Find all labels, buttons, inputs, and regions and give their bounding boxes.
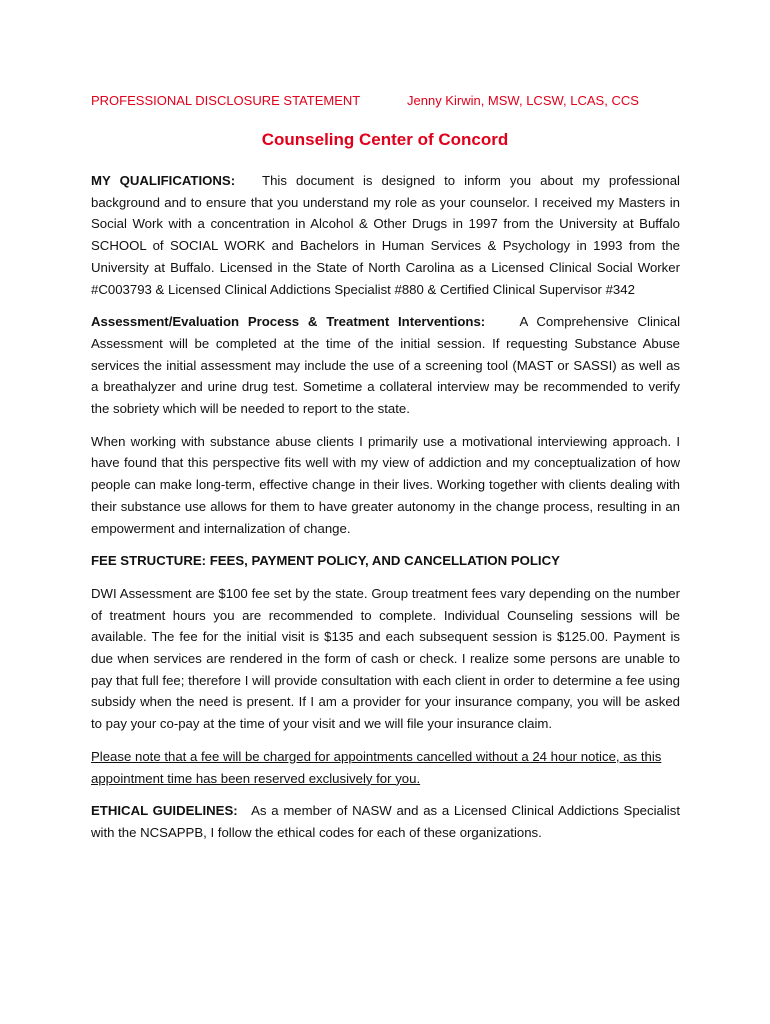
- document-type-label: PROFESSIONAL DISCLOSURE STATEMENT: [91, 93, 361, 108]
- assessment-paragraph: [91, 311, 680, 420]
- qualifications-text: This document is designed to inform you about my professional background and to ensure that you understand my role as your counselor. I received my Masters in Social Work with a concentration in Alcohol & Other Drugs in 1997 from the University at Buffalo SCHOOL of SOCIAL WORK and Bachelors in Human Services & Psychology in 1993 from the University at Buffalo. Licensed in the State of North Carolina as a Licensed Clinical Social Worker #C003793 & Licensed Clinical Addictions Specialist #880 & Certified Clinical Supervisor #342: [91, 173, 680, 297]
- cancellation-paragraph: [91, 746, 680, 789]
- substance-abuse-text: When working with substance abuse clients I primarily use a motivational interviewing approach. I have found that this perspective fits well with my view of addiction and my conceptualization of how people can make long-term, effective change in their lives. Working together with clients dealing with their substance use allows for them to have greater autonomy in the change process, resulting in an empowerment and internalization of change.: [91, 433, 680, 536]
- document-body: [91, 170, 680, 855]
- document-title: Counseling Center of Concord: [261, 130, 509, 149]
- assessment-heading: Assessment/Evaluation Process & Treatment Interventions:: [91, 314, 486, 330]
- assessment-text: A Comprehensive Clinical Assessment will be completed at the time of the initial session. If requesting Substance Abuse services the initial assessment may include the use of a screening tool (MAST or SASSI) as well as a breathalyzer and urine drug test. Sometime a collateral interview may be recommended to verify the sobriety which will be needed to report to the state.: [91, 314, 680, 417]
- ethics-text: As a member of NASW and as a Licensed Clinical Addictions Specialist with the NCSAPPB, I follow the ethical codes for each of these organizations.: [91, 803, 680, 840]
- substance-abuse-paragraph: [91, 431, 680, 540]
- ethics-paragraph: [91, 800, 680, 843]
- qualifications-paragraph: [91, 170, 680, 300]
- qualifications-heading: MY QUALIFICATIONS:: [91, 173, 236, 188]
- author-credentials: Jenny Kirwin, MSW, LCSW, LCAS, CCS: [407, 93, 639, 108]
- fees-paragraph: [91, 583, 680, 735]
- fee-structure-heading: FEE STRUCTURE: FEES, PAYMENT POLICY, AND CANCELLATION POLICY: [91, 553, 560, 569]
- cancellation-text: Please note that a fee will be charged for appointments cancelled without a 24 hour notice, as this appointment time has been reserved exclusively for you.: [91, 748, 662, 786]
- ethics-heading: ETHICAL GUIDELINES:: [91, 803, 238, 819]
- fees-text: DWI Assessment are $100 fee set by the state. Group treatment fees vary depending on the number of treatment hours you are recommended to complete. Individual Counseling sessions will be available. The fee for the initial visit is $135 and each subsequent session is $125.00. Payment is due when services are rendered in the form of cash or check. I realize some persons are unable to pay that full fee; therefore I will provide consultation with each client in order to determine a fee using subsidy when the need is present. If I am a provider for your insurance company, you will be asked to pay your co-pay at the time of your visit and we will file your insurance claim.: [91, 585, 680, 732]
